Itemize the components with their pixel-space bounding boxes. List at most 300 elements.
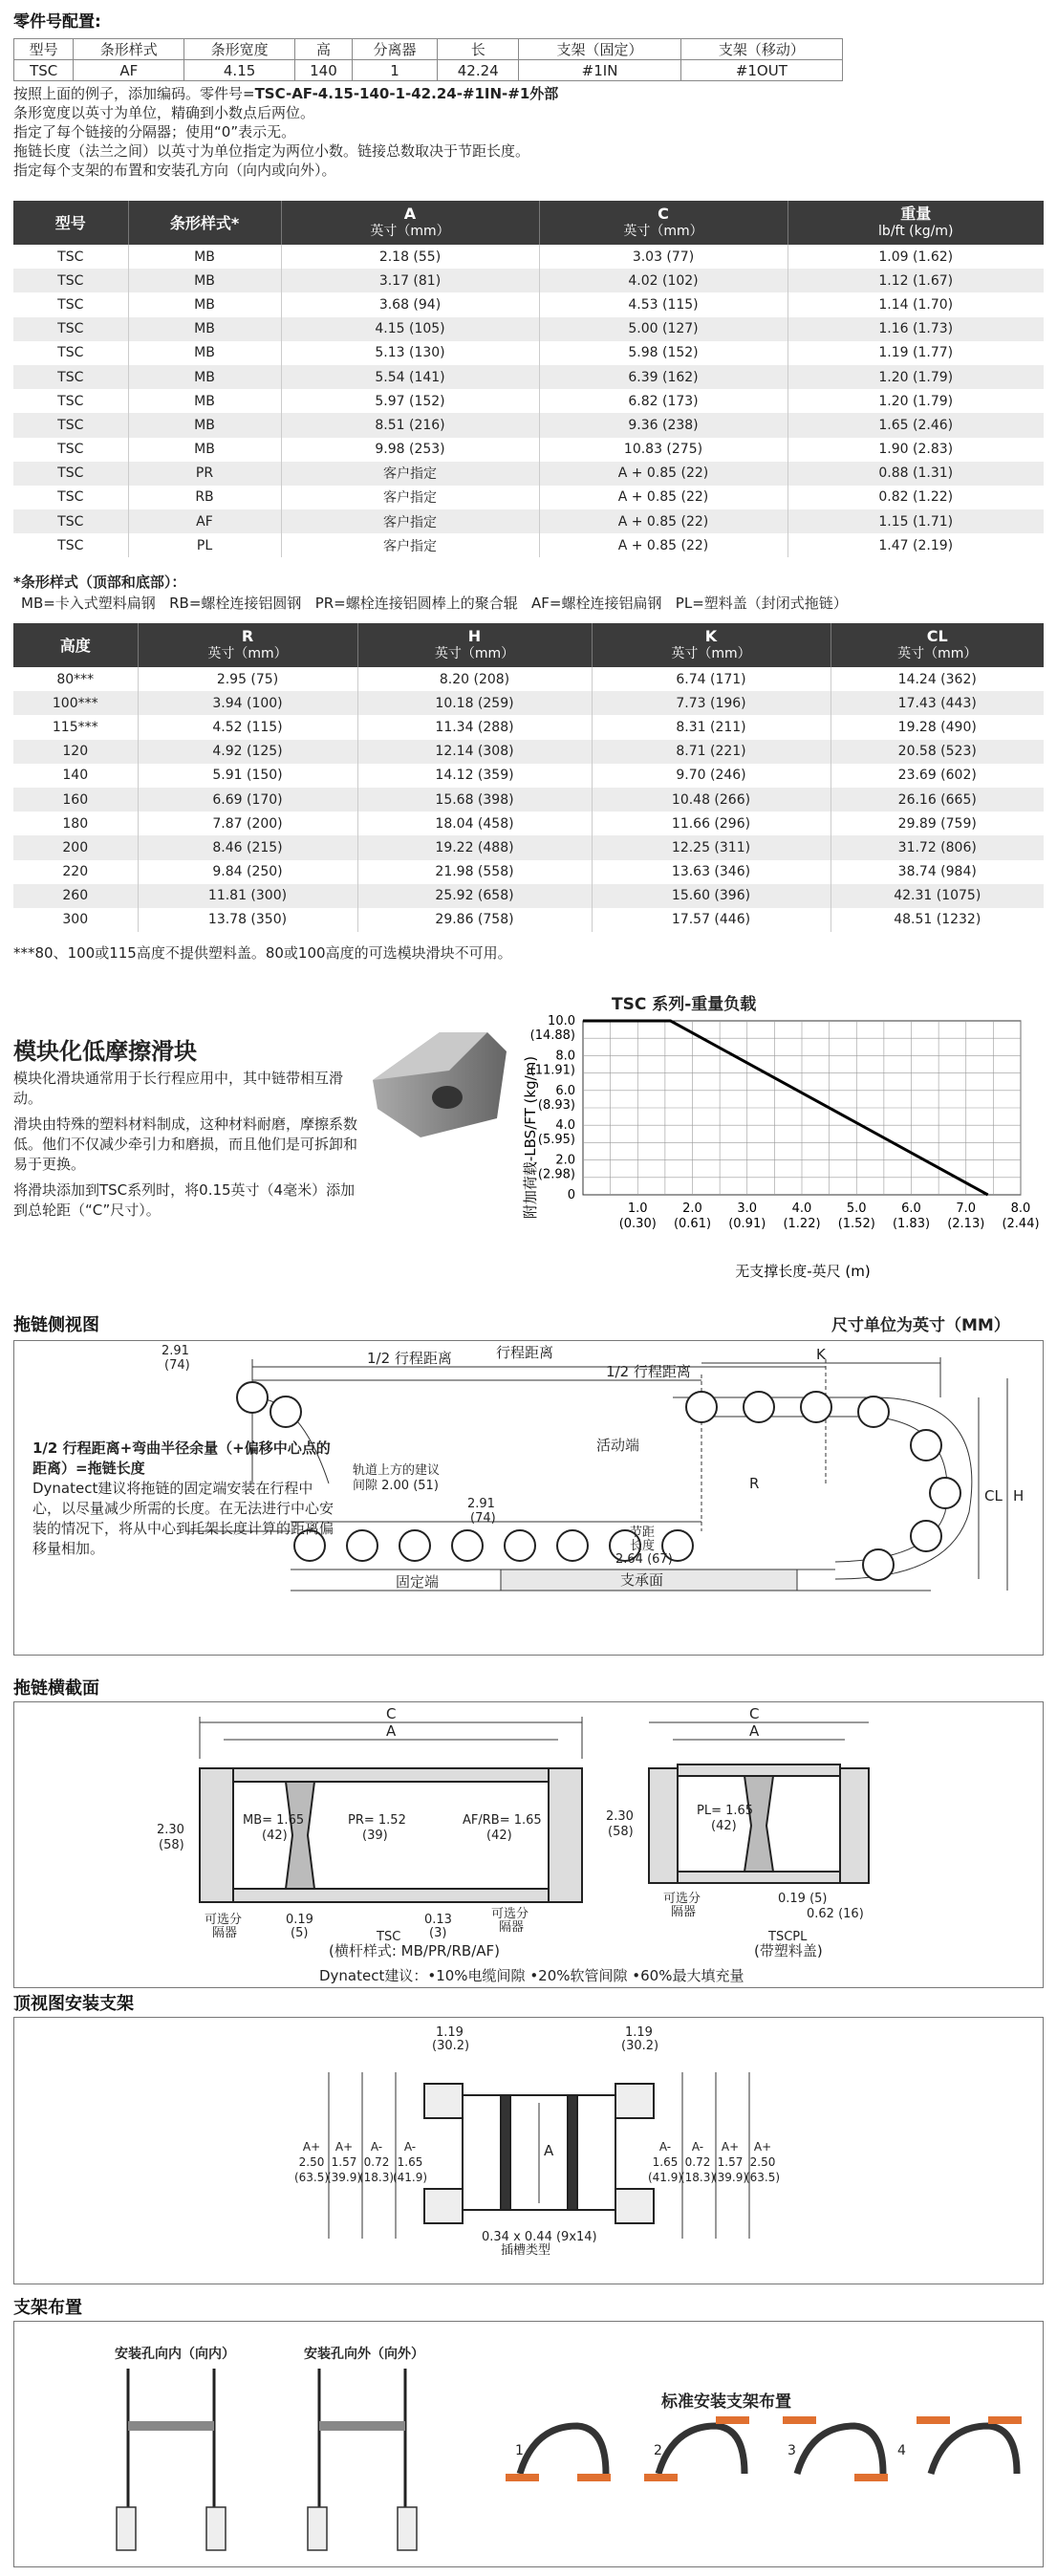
col-header: R 英寸（mm） [138, 623, 357, 667]
top-view-dim: 2.50 [298, 2155, 325, 2169]
dim-291b: 2.91 [467, 1497, 495, 1511]
opt-divider-3: 可选分 [491, 1907, 529, 1921]
col-header: 高度 [13, 623, 138, 667]
chart-y-tick-metric: (8.93) [537, 1097, 575, 1113]
table-row [13, 389, 1044, 413]
chain-link [911, 1430, 941, 1461]
table-cell: 1.65 (2.46) [787, 413, 1044, 437]
col-header: 重量 lb/ft (kg/m) [787, 201, 1044, 245]
chart-x-tick-metric: (0.61) [673, 1217, 712, 1231]
side-view-formula [32, 1439, 338, 1559]
table-row [13, 462, 1044, 486]
chart-ticks [530, 1014, 1040, 1231]
top-view-dim: (39.9) [712, 2171, 748, 2184]
slider-p2: 滑块由特殊的塑料材料制成，这种材料耐磨，摩擦系数低。他们不仅减少牵引力和磨损，而且他们是可拆卸和易于更换。 [13, 1115, 358, 1173]
top-view-dim: 1.65 [652, 2155, 679, 2169]
pr-dim-2: (39) [362, 1829, 388, 1843]
half-travel-label: 1/2 行程距离 [367, 1350, 452, 1367]
table-cell: 客户指定 [281, 509, 539, 533]
caption-tsc: TSC [377, 1930, 401, 1944]
chain-link [930, 1478, 960, 1508]
notes [13, 84, 558, 180]
support-label: 支承面 [620, 1571, 664, 1589]
chart-y-label: 附加荷载-LBS/FT (kg/m) [522, 1055, 539, 1220]
table-cell: 3.94 (100) [138, 691, 357, 715]
table-cell: 4.15 (105) [281, 317, 539, 341]
table-cell: 1.09 (1.62) [787, 245, 1044, 269]
formula-text: Dynatect建议将拖链的固定端安装在行程中心，以尽量减少所需的长度。在无法进行中心安装的情况下，将从中心到托架长度计算的距离偏移量相加。 [32, 1480, 334, 1557]
table-cell: 38.74 (984) [830, 860, 1044, 884]
table-cell: 1.15 (1.71) [787, 509, 1044, 533]
width-119a: 1.19 [436, 2025, 464, 2040]
chain-link [858, 1396, 889, 1427]
table-row [13, 908, 1044, 932]
table-cell: 11.66 (296) [592, 812, 830, 835]
standard-layout-label: 标准安装支架布置 [661, 2392, 791, 2412]
dim-74a: (74) [164, 1358, 190, 1373]
table-cell: MB [128, 438, 281, 462]
chart-x-tick-metric: (0.91) [728, 1217, 766, 1231]
caption-tsc-2: (横杆样式: MB/PR/RB/AF) [329, 1942, 500, 1959]
top-view-dim: (18.3) [358, 2171, 395, 2184]
top-view-dim: A- [658, 2140, 672, 2154]
h230b: 2.30 [606, 1809, 634, 1824]
chain-link [505, 1530, 535, 1561]
opt-divider-4: 隔器 [499, 1920, 525, 1935]
chart-y-tick: 2.0 [555, 1153, 575, 1168]
af-dim: AF/RB= 1.65 [463, 1813, 542, 1828]
note-line: 条形宽度以英寸为单位，精确到小数点后两位。 [13, 104, 315, 121]
table-cell: 5.54 (141) [281, 365, 539, 389]
cfg-value: AF [74, 60, 184, 81]
chain-link [347, 1530, 378, 1561]
table-cell: 3.03 (77) [539, 245, 787, 269]
table-cell: 260 [13, 884, 138, 908]
bracket-layout-diagram [13, 2321, 1044, 2567]
top-view-dim: 0.72 [684, 2155, 711, 2169]
table-cell: 1.14 (1.70) [787, 292, 1044, 316]
chart-x-tick-metric: (1.83) [892, 1217, 931, 1231]
table-cell: AF [128, 509, 281, 533]
col-header: 条形样式* [128, 201, 281, 245]
dynatect-recommend: Dynatect建议：•10%电缆间隙 •20%软管间隙 •60%最大填充量 [319, 1967, 744, 1984]
table-row [13, 691, 1044, 715]
table-cell: 4.02 (102) [539, 269, 787, 292]
table-cell: 200 [13, 835, 138, 859]
table-cell: 23.69 (602) [830, 764, 1044, 788]
table-cell: TSC [13, 269, 128, 292]
table-cell: 0.88 (1.31) [787, 462, 1044, 486]
cfg-header: 条形宽度 [184, 39, 295, 60]
table-cell: 15.68 (398) [357, 788, 592, 812]
top-view-dim: A- [691, 2140, 704, 2154]
table-cell: MB [128, 389, 281, 413]
table-cell: 8.31 (211) [592, 715, 830, 739]
cfg-header: 长 [438, 39, 519, 60]
table-row [13, 860, 1044, 884]
table-cell: 6.82 (173) [539, 389, 787, 413]
chart-x-tick: 4.0 [791, 1201, 812, 1216]
table-cell: 4.52 (115) [138, 715, 357, 739]
bracket-layout-title: 支架布置 [13, 2298, 82, 2318]
opt-divider: 可选分 [205, 1913, 243, 1927]
top-view-dim: A- [370, 2140, 383, 2154]
table-cell: 14.12 (359) [357, 764, 592, 788]
chart-y-tick-metric: (2.98) [537, 1167, 575, 1182]
width-119b: 1.19 [625, 2025, 653, 2040]
table-cell: 160 [13, 788, 138, 812]
cfg-header: 分离器 [352, 39, 437, 60]
outward-label: 安装孔向外（向外） [304, 2347, 424, 2362]
table-cell: 9.70 (246) [592, 764, 830, 788]
table-cell: 1.90 (2.83) [787, 438, 1044, 462]
table-cell: MB [128, 292, 281, 316]
cfg-header: 支架（固定） [519, 39, 680, 60]
top-view-diagram [13, 2017, 1044, 2284]
top-view-dim: (63.5) [744, 2171, 781, 2184]
table-cell: 17.43 (443) [830, 691, 1044, 715]
chain-link [801, 1392, 831, 1422]
chart-x-tick: 8.0 [1010, 1201, 1031, 1216]
opt-divider-2: 隔器 [212, 1926, 238, 1940]
table-cell: 8.20 (208) [357, 667, 592, 691]
table-cell: 6.69 (170) [138, 788, 357, 812]
fixed-end-label: 固定端 [396, 1573, 440, 1591]
top-view-dim: 1.57 [331, 2155, 357, 2169]
chain-link [744, 1392, 774, 1422]
h230: 2.30 [157, 1823, 184, 1837]
slot-type: 插槽类型 [501, 2243, 551, 2258]
chart-grid [583, 1021, 1021, 1195]
table-cell: TSC [13, 341, 128, 365]
table-row [13, 486, 1044, 509]
table-cell: 29.89 (759) [830, 812, 1044, 835]
k-label: K [816, 1346, 826, 1363]
table-cell: 3.68 (94) [281, 292, 539, 316]
slider-text [13, 1069, 357, 1221]
table-cell: 14.24 (362) [830, 667, 1044, 691]
col-header: CL 英寸（mm） [830, 623, 1044, 667]
table-cell: TSC [13, 509, 128, 533]
table-cell: 220 [13, 860, 138, 884]
slider-block-image [354, 1013, 516, 1166]
table-row [13, 365, 1044, 389]
cross-section-diagram [13, 1701, 1044, 1988]
dim-3: (3) [429, 1926, 447, 1940]
c-dim: C [386, 1705, 397, 1722]
weight-load-chart [516, 1013, 1051, 1290]
a-dim-2: A [749, 1722, 760, 1740]
table-cell: 3.17 (81) [281, 269, 539, 292]
cfg-header: 型号 [14, 39, 74, 60]
table-cell: 6.39 (162) [539, 365, 787, 389]
table-cell: 12.14 (308) [357, 740, 592, 764]
cfg-header: 高 [295, 39, 353, 60]
col-header: A 英寸（mm） [281, 201, 539, 245]
layout-num-3: 3 [787, 2443, 796, 2458]
mb-dim-2: (42) [262, 1829, 288, 1843]
table-cell: TSC [13, 245, 128, 269]
pl-dim: PL= 1.65 [697, 1804, 754, 1818]
dim-013: 0.13 [424, 1913, 452, 1927]
table-cell: 10.18 (259) [357, 691, 592, 715]
track-gap-label-2: 间隙 2.00 (51) [353, 1479, 439, 1493]
chart-x-tick: 1.0 [627, 1201, 648, 1216]
top-view-dim: A+ [334, 2140, 354, 2154]
top-view-dim: 1.65 [397, 2155, 423, 2169]
table-cell: 9.98 (253) [281, 438, 539, 462]
chart-y-tick: 8.0 [555, 1049, 575, 1064]
table-cell: 5.98 (152) [539, 341, 787, 365]
chart-x-tick-metric: (2.13) [947, 1217, 985, 1231]
pr-dim: PR= 1.52 [348, 1813, 406, 1828]
a-center: A [544, 2142, 554, 2159]
note-line: 拖链长度（法兰之间）以英寸为单位指定为两位小数。链接总数取决于节距长度。 [13, 142, 530, 160]
chart-y-tick-metric: (5.95) [537, 1133, 575, 1148]
table-cell: 5.91 (150) [138, 764, 357, 788]
table-cell: 26.16 (665) [830, 788, 1044, 812]
cfg-header: 支架（移动） [680, 39, 842, 60]
chain-link [270, 1396, 301, 1427]
table-cell: 115*** [13, 715, 138, 739]
top-view-dim: (39.9) [326, 2171, 362, 2184]
dimension-table-heights [13, 623, 1044, 932]
table-cell: TSC [13, 462, 128, 486]
top-view-dim: 0.72 [363, 2155, 390, 2169]
chart-x-tick: 6.0 [901, 1201, 921, 1216]
half-travel-label-2: 1/2 行程距离 [606, 1363, 691, 1380]
opt-divider-5: 可选分 [663, 1892, 701, 1906]
table-cell: 140 [13, 764, 138, 788]
top-view-title: 顶视图安装支架 [13, 1994, 134, 2014]
table-cell: 1.20 (1.79) [787, 365, 1044, 389]
table-row [13, 740, 1044, 764]
table-cell: PL [128, 533, 281, 557]
slider-p1: 模块化滑块通常用于长行程应用中，其中链带相互滑动。 [13, 1070, 344, 1107]
cfg-value: 42.24 [438, 60, 519, 81]
h-label: H [1013, 1487, 1025, 1504]
chart-x-tick: 5.0 [846, 1201, 867, 1216]
table-cell: 11.34 (288) [357, 715, 592, 739]
pitch-label-2: 长度 [630, 1539, 656, 1553]
table-cell: 2.18 (55) [281, 245, 539, 269]
top-view-dim: 2.50 [749, 2155, 776, 2169]
top-view-dim: 1.57 [717, 2155, 744, 2169]
top-view-dim: (18.3) [680, 2171, 716, 2184]
chart-y-tick: 10.0 [548, 1014, 575, 1028]
table-cell: RB [128, 486, 281, 509]
table-cell: TSC [13, 389, 128, 413]
table-cell: A + 0.85 (22) [539, 509, 787, 533]
chain-link [399, 1530, 430, 1561]
table-cell: MB [128, 413, 281, 437]
chart-y-tick: 4.0 [555, 1118, 575, 1134]
table-row [13, 835, 1044, 859]
top-view-dim: A- [403, 2140, 417, 2154]
table-row [13, 764, 1044, 788]
table-cell: 7.73 (196) [592, 691, 830, 715]
dim-062: 0.62 (16) [807, 1907, 864, 1921]
table-cell: 15.60 (396) [592, 884, 830, 908]
formula-bold: 1/2 行程距离+弯曲半径余量（+偏移中心点的距离）=拖链长度 [32, 1440, 331, 1477]
table-cell: 48.51 (1232) [830, 908, 1044, 932]
top-view-dim: (41.9) [392, 2171, 428, 2184]
table-row [13, 317, 1044, 341]
table-row [13, 341, 1044, 365]
dim-291a: 2.91 [162, 1344, 189, 1358]
cfg-header: 条形样式 [74, 39, 184, 60]
cfg-value: #1OUT [680, 60, 842, 81]
table-cell: TSC [13, 317, 128, 341]
table-cell: 2.95 (75) [138, 667, 357, 691]
table-cell: 客户指定 [281, 533, 539, 557]
table-row [13, 438, 1044, 462]
inward-label: 安装孔向内（向内） [115, 2347, 235, 2362]
note-line: 指定了每个链接的分隔器；使用“0”表示无。 [13, 123, 296, 141]
unit-note: 尺寸单位为英寸（MM） [831, 1316, 1010, 1335]
layout-num-1: 1 [515, 2443, 524, 2458]
pitch-label: 节距 [630, 1526, 656, 1540]
chart-x-label: 无支撑长度-英尺 (m) [735, 1263, 871, 1280]
table-cell: 17.57 (446) [592, 908, 830, 932]
table-cell: 8.71 (221) [592, 740, 830, 764]
col-header: K 英寸（mm） [592, 623, 830, 667]
table-cell: 8.46 (215) [138, 835, 357, 859]
chain-link [911, 1521, 941, 1551]
table2-footnote: ***80、100或115高度不提供塑料盖。80或100高度的可选模块滑块不可用。 [13, 944, 512, 962]
chart-x-tick-metric: (0.30) [618, 1217, 657, 1231]
table-cell: MB [128, 269, 281, 292]
table-cell: 5.97 (152) [281, 389, 539, 413]
side-view-title: 拖链侧视图 [13, 1315, 99, 1335]
table-row [13, 667, 1044, 691]
table-cell: 25.92 (658) [357, 884, 592, 908]
table-cell: 18.04 (458) [357, 812, 592, 835]
mb-dim: MB= 1.65 [243, 1813, 305, 1828]
bar-styles-legend: MB=卡入式塑料扁钢 RB=螺栓连接铝圆钢 PR=螺栓连接铝圆棒上的聚合辊 AF=螺栓连接铝扁钢 PL=塑料盖（封闭式拖链） [21, 595, 848, 612]
dimension-table-widths [13, 201, 1044, 557]
table-cell: 10.48 (266) [592, 788, 830, 812]
parts-config-title: 零件号配置: [13, 12, 101, 32]
table-cell: 客户指定 [281, 462, 539, 486]
bar-styles-title: *条形样式（顶部和底部）： [13, 574, 186, 591]
h58: (58) [159, 1838, 184, 1852]
table-cell: 29.86 (758) [357, 908, 592, 932]
table-row [13, 245, 1044, 269]
table-cell: 19.28 (490) [830, 715, 1044, 739]
table-cell: MB [128, 317, 281, 341]
dim-5: (5) [291, 1926, 309, 1940]
slider-p3: 将滑块添加到TSC系列时，将0.15英寸（4毫米）添加到总轮距（“C”尺寸）。 [13, 1181, 356, 1219]
table-cell: 0.82 (1.22) [787, 486, 1044, 509]
dim-019: 0.19 [286, 1913, 313, 1927]
table-cell: 1.12 (1.67) [787, 269, 1044, 292]
chart-y-tick: 6.0 [555, 1083, 575, 1098]
table-cell: MB [128, 365, 281, 389]
slot-size: 0.34 x 0.44 (9x14) [482, 2230, 597, 2244]
parts-config-table [13, 38, 843, 81]
table-row [13, 715, 1044, 739]
cfg-value: #1IN [519, 60, 680, 81]
cfg-value: TSC [14, 60, 74, 81]
table-cell: 300 [13, 908, 138, 932]
caption-tscpl-2: (带塑料盖) [754, 1942, 823, 1959]
col-header: 型号 [13, 201, 128, 245]
table-cell: 10.83 (275) [539, 438, 787, 462]
table-cell: 1.47 (2.19) [787, 533, 1044, 557]
width-30a: (30.2) [432, 2039, 470, 2053]
opt-divider-6: 隔器 [671, 1905, 697, 1919]
chart-y-tick-metric: (11.91) [529, 1063, 575, 1078]
chart-x-tick-metric: (2.44) [1002, 1217, 1040, 1231]
table-cell: 80*** [13, 667, 138, 691]
table-cell: 1.19 (1.77) [787, 341, 1044, 365]
table-cell: 7.87 (200) [138, 812, 357, 835]
r-label: R [749, 1475, 760, 1492]
table-cell: A + 0.85 (22) [539, 486, 787, 509]
af-dim-2: (42) [486, 1829, 512, 1843]
track-gap-label: 轨道上方的建议 [353, 1463, 441, 1478]
dim-019b: 0.19 (5) [778, 1892, 828, 1906]
layout-num-4: 4 [897, 2443, 906, 2458]
col-header: C 英寸（mm） [539, 201, 787, 245]
top-view-dim: A+ [721, 2140, 740, 2154]
table-row [13, 509, 1044, 533]
top-view-dim: A+ [302, 2140, 321, 2154]
table-row [13, 884, 1044, 908]
chart-x-tick: 3.0 [737, 1201, 758, 1216]
table-cell: 9.36 (238) [539, 413, 787, 437]
note-line: 指定每个支架的布置和安装孔方向（向内或向外）。 [13, 162, 336, 179]
table-cell: 120 [13, 740, 138, 764]
c-dim-2: C [749, 1705, 760, 1722]
table-row [13, 292, 1044, 316]
table-cell: 6.74 (171) [592, 667, 830, 691]
pitch-value: 2.64 (67) [615, 1552, 673, 1567]
table-cell: TSC [13, 533, 128, 557]
cfg-value: 140 [295, 60, 353, 81]
travel-label: 行程距离 [496, 1344, 554, 1361]
cfg-value: 1 [352, 60, 437, 81]
table-cell: 客户指定 [281, 486, 539, 509]
table-cell: 21.98 (558) [357, 860, 592, 884]
table-row [13, 269, 1044, 292]
cfg-value: 4.15 [184, 60, 295, 81]
col-header: H 英寸（mm） [357, 623, 592, 667]
table-cell: 8.51 (216) [281, 413, 539, 437]
table-cell: 4.53 (115) [539, 292, 787, 316]
table-cell: A + 0.85 (22) [539, 533, 787, 557]
chain-link [237, 1382, 268, 1413]
h58b: (58) [608, 1825, 634, 1839]
table-cell: MB [128, 341, 281, 365]
slider-title: 模块化低摩擦滑块 [13, 1038, 197, 1065]
table-cell: MB [128, 245, 281, 269]
table-cell: 19.22 (488) [357, 835, 592, 859]
caption-tscpl: TSCPL [768, 1930, 808, 1944]
table-cell: 9.84 (250) [138, 860, 357, 884]
chart-y-tick-metric: (14.88) [529, 1028, 575, 1043]
chain-link [863, 1549, 894, 1580]
layout-num-2: 2 [654, 2443, 662, 2458]
chain-link [686, 1392, 717, 1422]
table-cell: A + 0.85 (22) [539, 462, 787, 486]
table-cell: TSC [13, 486, 128, 509]
table-cell: TSC [13, 413, 128, 437]
chart-y-tick: 0 [567, 1188, 575, 1202]
chart-x-tick-metric: (1.22) [783, 1217, 821, 1231]
table-cell: 11.81 (300) [138, 884, 357, 908]
